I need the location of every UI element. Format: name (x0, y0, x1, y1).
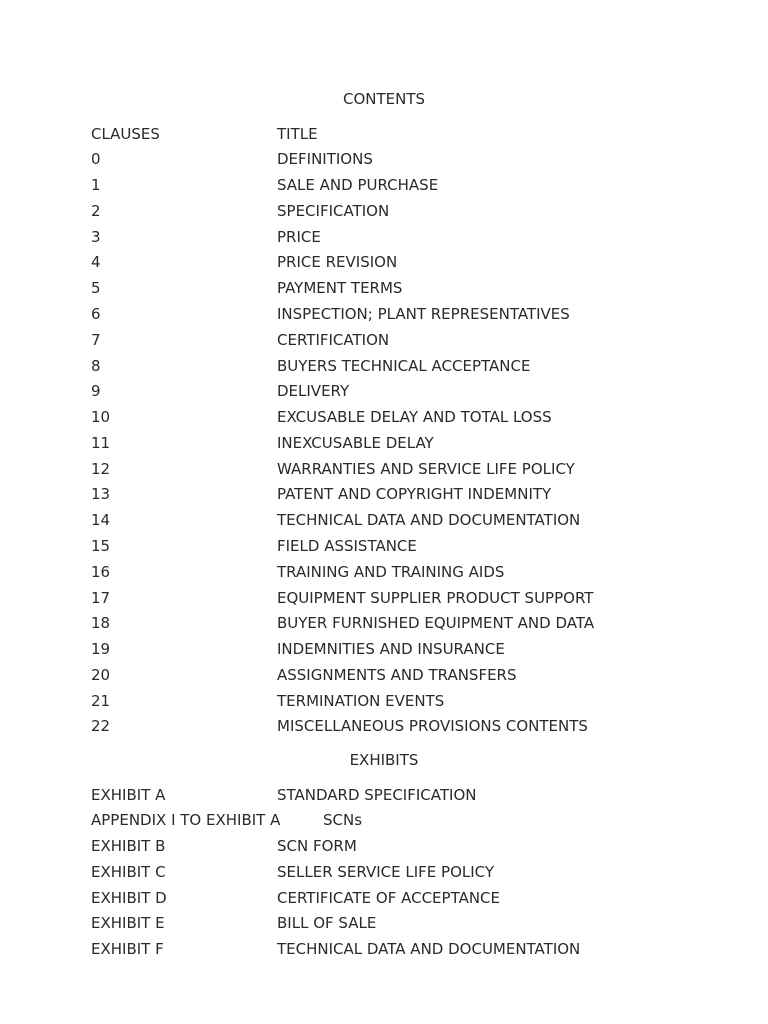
clause-number: 7 (91, 331, 101, 349)
clause-row (91, 459, 691, 479)
clause-number: 4 (91, 253, 101, 271)
title-column-header: TITLE (277, 125, 318, 143)
exhibit-row (91, 810, 691, 830)
clause-number: 18 (91, 614, 111, 632)
clause-row (91, 252, 691, 272)
clause-number: 1 (91, 176, 101, 194)
clause-number: 21 (91, 692, 111, 710)
exhibit-label: EXHIBIT F (91, 940, 164, 958)
clause-row (91, 484, 691, 504)
clause-number: 22 (91, 717, 111, 735)
clause-row (91, 407, 691, 427)
clause-number: 2 (91, 202, 101, 220)
exhibit-label: EXHIBIT B (91, 837, 166, 855)
exhibit-label: EXHIBIT D (91, 889, 167, 907)
clause-row (91, 227, 691, 247)
clause-row (91, 510, 691, 530)
exhibit-row (91, 862, 691, 882)
exhibit-label: APPENDIX I TO EXHIBIT A (91, 811, 281, 829)
clause-title: FIELD ASSISTANCE (277, 537, 417, 555)
clause-number: 20 (91, 666, 111, 684)
clause-title: SPECIFICATION (277, 202, 390, 220)
clause-title: WARRANTIES AND SERVICE LIFE POLICY (277, 460, 575, 478)
exhibit-row (91, 836, 691, 856)
clause-row (91, 356, 691, 376)
clause-title: TERMINATION EVENTS (277, 692, 445, 710)
clause-title: DEFINITIONS (277, 150, 373, 168)
clause-row (91, 536, 691, 556)
clause-title: EQUIPMENT SUPPLIER PRODUCT SUPPORT (277, 589, 594, 607)
clause-number: 15 (91, 537, 111, 555)
exhibit-title: SCNs (323, 811, 363, 829)
clause-row (91, 278, 691, 298)
clause-number: 3 (91, 228, 101, 246)
clause-number: 6 (91, 305, 101, 323)
clause-title: PRICE REVISION (277, 253, 398, 271)
clause-row (91, 201, 691, 221)
clause-title: INDEMNITIES AND INSURANCE (277, 640, 505, 658)
clause-title: TRAINING AND TRAINING AIDS (277, 563, 505, 581)
clause-row (91, 149, 691, 169)
clause-row (91, 716, 691, 736)
clause-title: PATENT AND COPYRIGHT INDEMNITY (277, 485, 552, 503)
clause-number: 17 (91, 589, 111, 607)
clause-number: 5 (91, 279, 101, 297)
clause-row (91, 381, 691, 401)
exhibit-label: EXHIBIT C (91, 863, 166, 881)
clause-title: TECHNICAL DATA AND DOCUMENTATION (277, 511, 581, 529)
clause-row (91, 639, 691, 659)
clause-number: 16 (91, 563, 111, 581)
clause-number: 10 (91, 408, 111, 426)
exhibit-title: CERTIFICATE OF ACCEPTANCE (277, 889, 501, 907)
exhibit-label: EXHIBIT A (91, 786, 166, 804)
exhibit-title: SELLER SERVICE LIFE POLICY (277, 863, 495, 881)
clause-row (91, 691, 691, 711)
clause-number: 14 (91, 511, 111, 529)
clause-row (91, 330, 691, 350)
clause-number: 0 (91, 150, 101, 168)
contents-header-row (91, 124, 691, 144)
clause-title: DELIVERY (277, 382, 350, 400)
clause-number: 19 (91, 640, 111, 658)
contents-heading: CONTENTS (342, 90, 426, 108)
clause-title: CERTIFICATION (277, 331, 390, 349)
clause-title: BUYER FURNISHED EQUIPMENT AND DATA (277, 614, 595, 632)
clause-title: EXCUSABLE DELAY AND TOTAL LOSS (277, 408, 552, 426)
exhibit-row (91, 939, 691, 959)
clause-number: 9 (91, 382, 101, 400)
clause-title: INEXCUSABLE DELAY (277, 434, 434, 452)
clause-row (91, 175, 691, 195)
clause-title: PAYMENT TERMS (277, 279, 403, 297)
clauses-column-header: CLAUSES (91, 125, 160, 143)
exhibits-heading: EXHIBITS (349, 751, 419, 769)
clause-title: PRICE (277, 228, 321, 246)
clause-row (91, 613, 691, 633)
exhibit-row (91, 785, 691, 805)
clause-title: INSPECTION; PLANT REPRESENTATIVES (277, 305, 570, 323)
exhibit-row (91, 888, 691, 908)
clause-row (91, 665, 691, 685)
clause-row (91, 562, 691, 582)
clause-row (91, 433, 691, 453)
clause-title: ASSIGNMENTS AND TRANSFERS (277, 666, 517, 684)
exhibit-label: EXHIBIT E (91, 914, 165, 932)
clause-number: 11 (91, 434, 111, 452)
clause-number: 8 (91, 357, 101, 375)
clause-title: SALE AND PURCHASE (277, 176, 439, 194)
exhibit-row (91, 913, 691, 933)
clause-row (91, 304, 691, 324)
exhibit-title: SCN FORM (277, 837, 357, 855)
clause-row (91, 588, 691, 608)
clause-title: MISCELLANEOUS PROVISIONS CONTENTS (277, 717, 588, 735)
clause-number: 13 (91, 485, 111, 503)
clause-title: BUYERS TECHNICAL ACCEPTANCE (277, 357, 531, 375)
exhibit-title: BILL OF SALE (277, 914, 377, 932)
exhibit-title: TECHNICAL DATA AND DOCUMENTATION (277, 940, 581, 958)
clause-number: 12 (91, 460, 111, 478)
exhibit-title: STANDARD SPECIFICATION (277, 786, 477, 804)
